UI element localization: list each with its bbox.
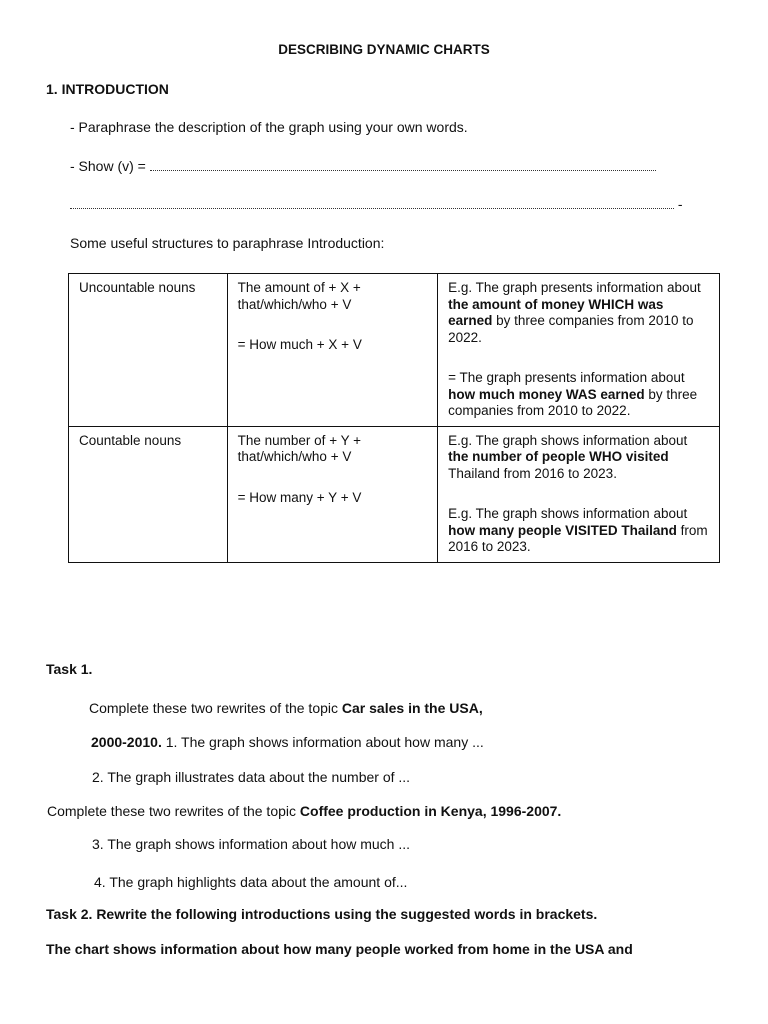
- example-cell: [438, 426, 720, 562]
- table-row: [69, 426, 720, 562]
- task1-heading: Task 1.: [46, 661, 93, 677]
- example-text: E.g. The graph shows information about the number of people WHO visited Thailand from 2016 to 2023.: [448, 432, 688, 481]
- example-text: = The graph presents information about how much money WAS earned by three companies from 2010 to 2022.: [448, 370, 698, 418]
- formula-cell: [227, 274, 437, 427]
- example-text: E.g. The graph presents information about the amount of money WHICH was earned by three companies from 2010 to 2022.: [448, 280, 701, 345]
- task2-heading: Task 2. Rewrite the following introductions using the suggested words in brackets.: [46, 906, 598, 922]
- formula-alt: = How many + Y + V: [237, 489, 362, 505]
- noun-type-label: Countable nouns: [79, 432, 182, 448]
- answer-line-end-mark: -: [677, 196, 683, 212]
- answer-blank-2: [70, 207, 674, 209]
- show-definition-label: - Show (v) =: [70, 158, 150, 174]
- page-title: DESCRIBING DYNAMIC CHARTS: [278, 42, 490, 57]
- noun-type-label: Uncountable nouns: [79, 280, 196, 295]
- structures-intro: Some useful structures to paraphrase Introduction:: [70, 235, 385, 251]
- noun-type-cell: [69, 274, 228, 427]
- example-cell: [438, 274, 720, 427]
- noun-type-cell: [69, 426, 228, 562]
- task1-rewrite-2: 2. The graph illustrates data about the number of ...: [92, 769, 411, 785]
- task1-instruction-car: Complete these two rewrites of the topic Car sales in the USA,: [89, 700, 483, 716]
- example-text: E.g. The graph shows information about how many people VISITED Thailand from 2016 to 2023.: [448, 506, 708, 554]
- formula-main: The amount of + X + that/which/who + V: [237, 280, 361, 312]
- section-heading-introduction: 1. INTRODUCTION: [46, 81, 169, 97]
- task1-rewrite-1: 2000-2010. 1. The graph shows information about how many ...: [91, 734, 484, 750]
- table-row: [69, 274, 720, 427]
- formula-cell: [227, 426, 437, 562]
- formula-main: The number of + Y + that/which/who + V: [237, 432, 361, 464]
- structures-table: [68, 273, 720, 563]
- task1-instruction-coffee: Complete these two rewrites of the topic Coffee production in Kenya, 1996-2007.: [47, 803, 562, 819]
- show-definition-line: [70, 158, 656, 174]
- formula-alt: = How much + X + V: [237, 337, 362, 352]
- task2-line: The chart shows information about how many people worked from home in the USA and: [46, 941, 633, 957]
- task1-rewrite-3: 3. The graph shows information about how much ...: [92, 836, 411, 852]
- instruction-paraphrase: - Paraphrase the description of the graph using your own words.: [70, 119, 468, 135]
- answer-blank-1: [150, 169, 656, 171]
- answer-line-2: [70, 196, 683, 212]
- task1-rewrite-4: 4. The graph highlights data about the amount of...: [94, 874, 408, 890]
